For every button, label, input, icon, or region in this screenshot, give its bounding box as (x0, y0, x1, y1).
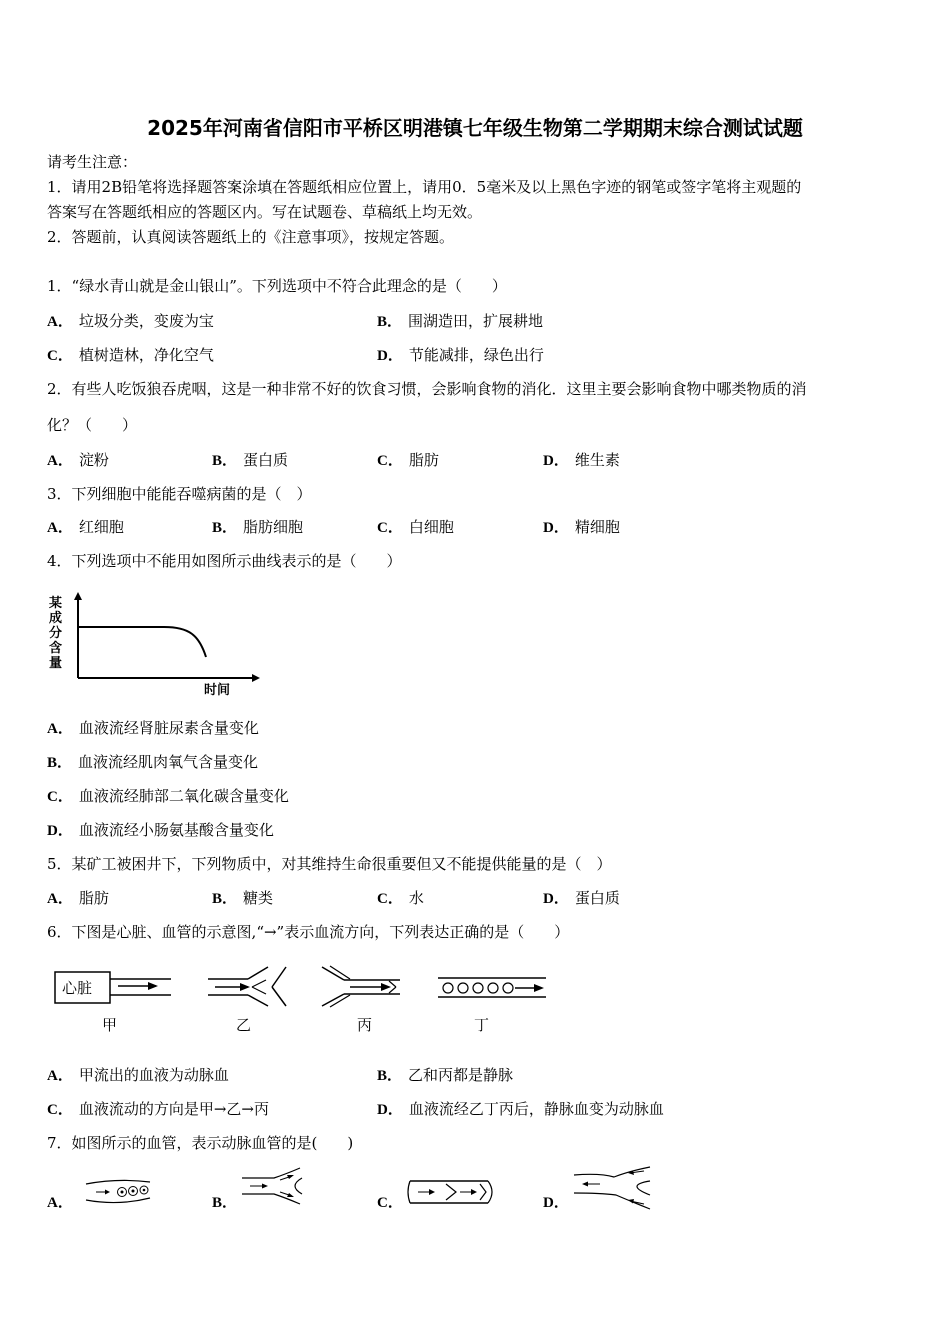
q6-figure-jia (55, 972, 171, 1034)
notice-heading: 请考生注意： (47, 153, 138, 171)
figure-label-ding: 丁 (474, 1016, 490, 1034)
question-2-stem-cont: 化？（ ） (47, 416, 138, 434)
q6-option-b: B． 乙和丙都是静脉 (377, 1066, 514, 1084)
q3-option-d: D． 精细胞 (543, 518, 620, 536)
question-1-stem: 1．“绿水青山就是金山银山”。下列选项中不符合此理念的是（ ） (47, 277, 507, 295)
q4-ylabel-char: 某 (49, 596, 63, 611)
q1-option-b: B． 围湖造田，扩展耕地 (377, 312, 544, 330)
heart-label: 心脏 (62, 979, 93, 997)
question-3-stem: 3．下列细胞中能能吞噬病菌的是（ ） (47, 485, 312, 503)
notice-item-1b: 答案写在答题纸相应的答题区内。写在试题卷、草稿纸上均无效。 (47, 203, 483, 221)
q4-y-arrow-icon (74, 592, 82, 600)
q6-figure-ding (438, 978, 546, 1034)
figure-label-jia: 甲 (102, 1016, 118, 1034)
q4-ylabel-char: 量 (49, 656, 63, 671)
notice-item-1a: 1．请用2B铅笔将选择题答案涂填在答题纸相应位置上，请用0．5毫米及以上黑色字迹的钢笔或签字笔将主观题的 (47, 178, 802, 196)
q2-option-b: B． 蛋白质 (212, 451, 289, 469)
q3-option-a: A． 红细胞 (47, 518, 124, 536)
red-blood-cell (503, 983, 513, 993)
page-title: 2025年河南省信阳市平桥区明港镇七年级生物第二学期期末综合测试试题 (147, 116, 803, 140)
question-6-stem: 6．下图是心脏、血管的示意图,“→”表示血流方向，下列表达正确的是（ ） (47, 923, 570, 941)
red-blood-cell (473, 983, 483, 993)
q6-vessel-figure (50, 962, 560, 1042)
q4-y-axis-label (49, 595, 62, 671)
red-blood-cell (443, 983, 453, 993)
q5-option-c: C． 水 (377, 889, 424, 907)
red-blood-cell (488, 983, 498, 993)
q7-vessel-c-figure (406, 1176, 498, 1208)
q2-option-a: A． 淀粉 (47, 451, 109, 469)
q5-option-b: B． 糖类 (212, 889, 274, 907)
q7-option-c: C． (377, 1195, 403, 1211)
q4-curve-figure (44, 590, 269, 700)
q1-option-a: A． 垃圾分类，变废为宝 (47, 312, 214, 330)
q5-option-a: A． 脂肪 (47, 889, 109, 907)
q2-option-c: C． 脂肪 (377, 451, 439, 469)
q6-figure-bing (322, 966, 400, 1034)
q6-option-d: D． 血液流经乙丁丙后，静脉血变为动脉血 (377, 1100, 664, 1118)
q1-option-c: C． 植树造林，净化空气 (47, 346, 214, 364)
q4-ylabel-char: 成 (49, 611, 63, 626)
red-blood-cell (458, 983, 468, 993)
question-2-stem: 2．有些人吃饭狼吞虎咽，这是一种非常不好的饮食习惯，会影响食物的消化．这里主要会影响食物中哪类物质的消 (47, 380, 807, 398)
q7-vessel-d-figure (572, 1163, 654, 1211)
q5-option-d: D． 蛋白质 (543, 889, 620, 907)
q7-vessel-b-figure (240, 1166, 308, 1206)
question-7-stem: 7．如图所示的血管，表示动脉血管的是( ) (47, 1134, 354, 1152)
q4-option-a: A． 血液流经肾脏尿素含量变化 (47, 719, 259, 737)
q4-option-c: C． 血液流经肺部二氧化碳含量变化 (47, 787, 289, 805)
q7-vessel-a-figure (82, 1176, 154, 1206)
q7-option-d: D． (543, 1195, 569, 1211)
q3-option-b: B． 脂肪细胞 (212, 518, 304, 536)
question-4-stem: 4．下列选项中不能用如图所示曲线表示的是（ ） (47, 552, 402, 570)
q4-option-d: D． 血液流经小肠氨基酸含量变化 (47, 821, 274, 839)
q4-ylabel-char: 分 (49, 626, 63, 641)
q7-option-a: A． (47, 1195, 73, 1211)
q1-option-d: D． 节能减排，绿色出行 (377, 346, 544, 364)
q4-x-axis-label: 时间 (204, 683, 231, 698)
figure-label-yi: 乙 (236, 1016, 252, 1034)
q3-option-c: C． 白细胞 (377, 518, 454, 536)
q4-option-b: B． 血液流经肌肉氧气含量变化 (47, 753, 259, 771)
q6-figure-yi (208, 967, 286, 1034)
notice-item-2: 2．答题前，认真阅读答题纸上的《注意事项》，按规定答题。 (47, 228, 455, 246)
question-5-stem: 5．某矿工被困井下，下列物质中，对其维持生命很重要但又不能提供能量的是（ ） (47, 855, 612, 873)
q4-x-arrow-icon (252, 674, 260, 682)
q4-curve (78, 627, 206, 657)
q6-option-a: A． 甲流出的血液为动脉血 (47, 1066, 229, 1084)
figure-label-bing: 丙 (357, 1016, 373, 1034)
q7-option-b: B． (212, 1195, 238, 1211)
q4-ylabel-char: 含 (49, 641, 63, 656)
q2-option-d: D． 维生素 (543, 451, 620, 469)
q6-option-c: C． 血液流动的方向是甲→乙→丙 (47, 1100, 269, 1118)
